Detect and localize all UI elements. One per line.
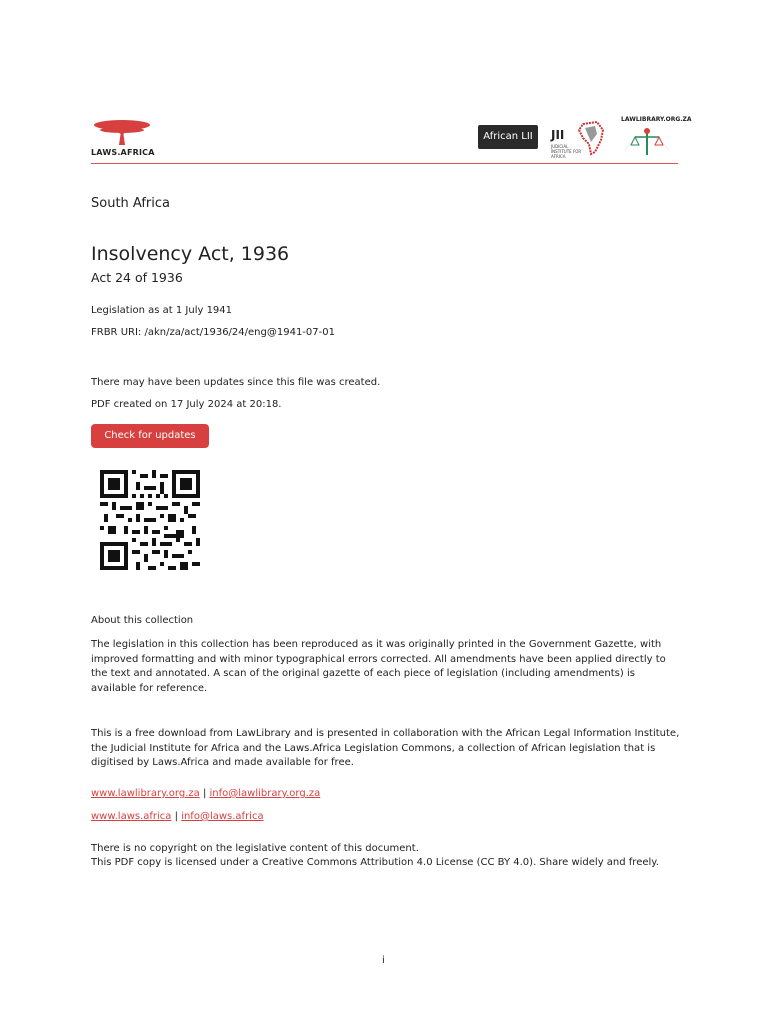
jii-logo-subtext: JUDICIAL INSTITUTE FOR AFRICA <box>551 144 582 159</box>
laws-africa-logo-text: LAWS.AFRICA <box>91 148 155 157</box>
link-separator: | <box>174 811 178 822</box>
jii-logo <box>551 120 607 159</box>
header <box>91 115 692 165</box>
document-title: Insolvency Act, 1936 <box>91 243 290 265</box>
about-paragraph-2: This is a free download from LawLibrary and is presented in collaboration with the African Legal Information Institute, the Judicial Institute for Africa and the Laws.Africa Legislation Commons, a collection of African legislation that is digitised by Laws.Africa and made available for free. <box>91 728 680 768</box>
lawlibrary-website-link[interactable]: www.lawlibrary.org.za <box>91 788 200 799</box>
lawlibrary-logo <box>615 115 692 161</box>
laws-africa-website-link[interactable]: www.laws.africa <box>91 811 172 822</box>
page-number: i <box>382 955 385 966</box>
pdf-created-date: PDF created on 17 July 2024 at 20:18. <box>91 399 282 410</box>
lawlibrary-email-link[interactable]: info@lawlibrary.org.za <box>209 788 321 799</box>
africa-map-icon <box>577 120 607 156</box>
legislation-as-at: Legislation as at 1 July 1941 <box>91 305 233 316</box>
laws-africa-email-link[interactable]: info@laws.africa <box>181 811 264 822</box>
africanlii-logo: African LII <box>478 125 538 149</box>
check-for-updates-button[interactable]: Check for updates <box>91 424 209 448</box>
jii-logo-text: JII <box>551 128 565 142</box>
header-divider <box>91 163 678 164</box>
frbr-uri: FRBR URI: /akn/za/act/1936/24/eng@1941-07-01 <box>91 327 335 338</box>
act-number: Act 24 of 1936 <box>91 270 183 285</box>
about-paragraph-1: The legislation in this collection has been reproduced as it was originally printed in the Government Gazette, with improved formatting and with minor typographical errors corrected. All amendments have been applied directly to the text and annotated. A scan of the original gazette of each piece of legislation (including amendments) is available for reference. <box>91 639 666 694</box>
laws-africa-links <box>91 811 264 822</box>
lawlibrary-links <box>91 788 320 799</box>
country-label: South Africa <box>91 196 170 211</box>
about-heading: About this collection <box>91 615 194 626</box>
link-separator: | <box>202 788 207 799</box>
qr-code[interactable] <box>100 470 200 570</box>
lawlibrary-logo-text: LAWLIBRARY.ORG.ZA <box>621 116 692 123</box>
copyright-line-1: There is no copyright on the legislative content of this document. <box>91 843 419 854</box>
updates-note: There may have been updates since this file was created. <box>91 377 381 388</box>
copyright-line-2: This PDF copy is licensed under a Creative Commons Attribution 4.0 License (CC BY 4.0). Share widely and freely. <box>91 857 659 868</box>
